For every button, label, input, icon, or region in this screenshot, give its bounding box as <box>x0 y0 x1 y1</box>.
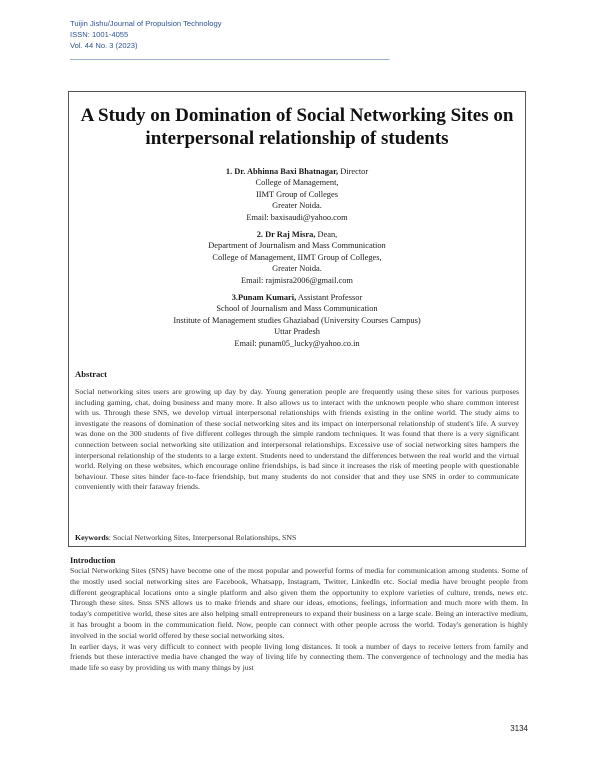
author-block <box>68 229 526 286</box>
journal-name: Tuijin Jishu/Journal of Propulsion Technology <box>70 19 222 28</box>
author-block <box>68 166 526 223</box>
author-affiliation: Department of Journalism and Mass Communication <box>208 241 386 251</box>
author-affiliation: Uttar Pradesh <box>274 327 320 337</box>
author-name: 2. Dr Raj Misra, <box>256 230 316 240</box>
author-name: 3.Punam Kumari, <box>231 293 297 303</box>
author-role: Dean, <box>315 230 338 240</box>
journal-issn: ISSN: 1001-4055 <box>70 30 129 39</box>
header-rule: ______________________________________________________________________________________________ <box>70 53 389 60</box>
journal-volume: Vol. 44 No. 3 (2023) <box>70 41 138 50</box>
journal-header <box>70 18 540 62</box>
introduction-heading: Introduction <box>70 556 116 565</box>
paragraph: Social Networking Sites (SNS) have become one of the most popular and powerful forms of media for communication among students. Some of the mostly used social networking sites are Facebook, Whatsapp, Instagram, Twitter, LinkedIn etc. Social media have brought people from different geographical locations onto a single platform and also given them the opportunity to explore varieties of culture, trends, news etc. Through these sites. Snss SNS allows us to make friends and share our ideas, emotions, feelings, information and much more with them. In today's competitive world, these sites are also helping small entrepreneurs to expand their business on a large scale. Being an interactive medium, it has brought a boom in the communication field. Now, people can connect with other people across the world. Today's generation is highly involved in the social world offered by these social networking sites. <box>70 566 528 640</box>
author-role: Assistant Professor <box>296 293 363 303</box>
author-affiliation: Greater Noida. <box>272 264 322 274</box>
author-affiliation: Greater Noida. <box>272 201 322 211</box>
author-affiliation: Institute of Management studies Ghaziabad (University Courses Campus) <box>173 315 421 325</box>
keywords-label: Keywords <box>75 533 109 542</box>
author-affiliation: IIMT Group of Colleges <box>256 189 338 199</box>
author-role: Director <box>338 167 369 176</box>
keywords-text: : Social Networking Sites, Interpersonal Relationships, SNS <box>108 533 297 542</box>
author-affiliation: College of Management, <box>255 178 339 188</box>
author-name: 1. Dr. Abhinna Baxi Bhatnagar, <box>225 167 339 176</box>
author-block <box>68 292 526 349</box>
paragraph: In earlier days, it was very difficult to connect with people living long distances. It took a number of days to receive letters from family and friends but these interactive media have changed the way of living life by connecting them. The convergence of technology and the media has made life so easy by providing us with many things by just <box>70 641 528 673</box>
author-list <box>68 166 526 355</box>
author-email: Email: rajmisra2006@gmail.com <box>241 275 353 285</box>
author-email: Email: punam05_lucky@yahoo.co.in <box>234 338 360 348</box>
abstract-heading: Abstract <box>75 369 107 379</box>
abstract-text: Social networking sites users are growing up day by day. Young generation people are frequently using these sites for various purposes including gaming, chat, doing business and many more. It also allows us to interact with the unknown people who share common interest with us. Through these SNS, we develop virtual interpersonal relationships with friends existing in the online world. The study aims to investigate the reasons of domination of these social networking sites and its impact on interpersonal relationship of student's life. A survey was done on the 300 students of five different colleges through the simple random techniques. It was found that there is a very significant connection between social networking site utilization and interpersonal relationships. Excessive use of social networking sites hampers the interpersonal relationship of the students to a large extent. Students need to understand the differences between the real world and the virtual world. Relying on these websites, which encourage online friendships, is bad since it increases the risk of meeting people with questionable behaviour. These sites hinder face-to-face friendship, but many students do not consider that and they use SNS in order to communicate conveniently with their faraway friends. <box>75 387 519 492</box>
author-affiliation: College of Management, IIMT Group of Colleges, <box>212 252 382 262</box>
introduction-body <box>70 566 528 674</box>
paper-title: A Study on Domination of Social Networking Sites on interpersonal relationship of students <box>80 105 514 149</box>
author-email: Email: baxisaudi@yahoo.com <box>246 212 348 222</box>
page-number: 3134 <box>510 724 528 733</box>
author-affiliation: School of Journalism and Mass Communication <box>216 304 378 314</box>
keywords <box>75 533 519 542</box>
